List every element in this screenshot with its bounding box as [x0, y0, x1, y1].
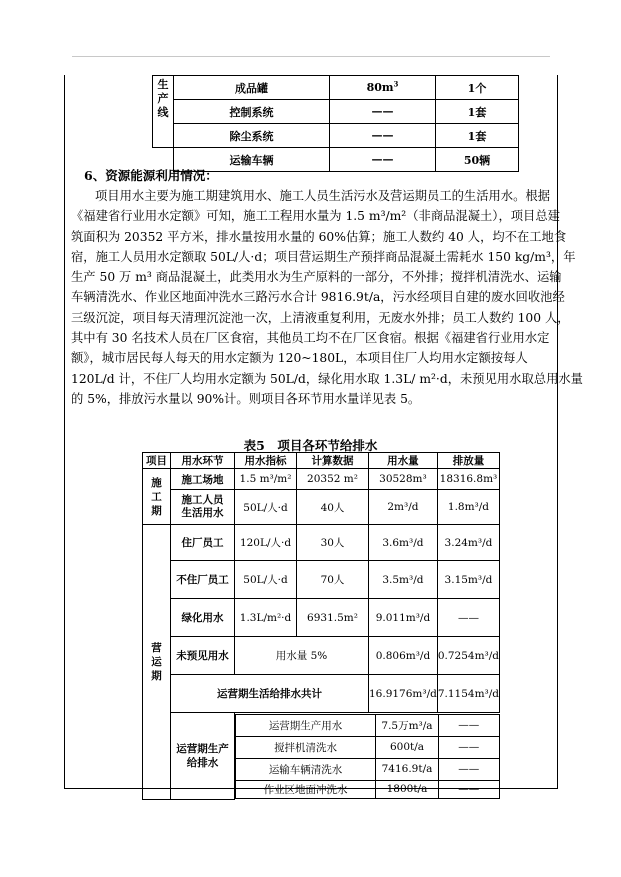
paragraph-line: 筑面积为 20352 平方米，排水量按用水量的 60%估算；施工人数约 40 人，均不在工地食: [71, 229, 567, 244]
paragraph-line: 宿，施工人员用水定额取 50L/人·d；项目营运期生产预拌商品混凝土需耗水 150 kg/m³，年: [71, 249, 576, 264]
discharge-cell: ——: [438, 736, 499, 758]
table-row: [153, 100, 519, 124]
paragraph-line: 的 5%，排放污水量以 90%计。则项目各环节用水量详见表 5。: [71, 391, 421, 406]
page-header-rule: [72, 56, 550, 57]
table-row: [143, 713, 500, 800]
equipment-spec: $80m^3$: [330, 76, 436, 100]
column-header: 用水量: [369, 453, 438, 469]
column-header: 用水环节: [171, 453, 235, 469]
paragraph-line: 其中有 30 名技术人员在厂区食宿，其他员工均不在厂区食宿。根据《福建省行业用水定: [71, 331, 550, 346]
discharge-cell: 0.7254m³/d: [437, 637, 499, 675]
table-row: [153, 76, 519, 100]
use-cell: 1800t/a: [376, 780, 439, 798]
section-label-text: 生产线: [157, 78, 169, 119]
equipment-spec: ——: [330, 124, 436, 148]
stage-cell: 未预见用水: [171, 637, 235, 675]
discharge-cell: 1.8m³/d: [437, 490, 499, 525]
table-row: [143, 637, 500, 675]
stage-cell: 不住厂员工: [171, 561, 235, 599]
use-cell: 7.5万m³/a: [376, 714, 439, 736]
column-header: 用水指标: [235, 453, 297, 469]
stage-cell: 施工人员生活用水: [171, 490, 235, 525]
index-cell: 120L/人·d: [235, 525, 297, 561]
use-cell: 600t/a: [376, 736, 439, 758]
stage-cell: 施工场地: [171, 469, 235, 490]
index-cell: 1.5 m³/m²: [235, 469, 297, 490]
production-subtable-wrap: [235, 713, 500, 800]
paragraph-line: 三级沉淀，项目每天清理沉淀池一次，上清液重复利用，无废水外排；员工人数约 100 人，: [71, 310, 570, 325]
use-cell: 2m³/d: [369, 490, 438, 525]
table-row: [236, 714, 500, 736]
paragraph-line: 项目用水主要为施工期建筑用水、施工人员生活污水及营运期员工的生活用水。根据: [95, 189, 550, 203]
calc-cell: 70人: [297, 561, 369, 599]
period-label: 营运期: [143, 525, 171, 800]
stage-cell: 绿化用水: [171, 599, 235, 637]
paragraph-line: 生产 50 万 m³ 商品混凝土，此类用水为生产原料的一部分，不外排；搅拌机清洗水、运输: [71, 270, 562, 285]
discharge-cell: ——: [438, 780, 499, 798]
use-cell: 16.9176m³/d: [369, 675, 438, 713]
water-table: [142, 452, 500, 800]
discharge-cell: ——: [437, 599, 499, 637]
table-row: [143, 675, 500, 713]
production-subtable: [235, 714, 500, 799]
table-row: [236, 780, 500, 798]
period-label: 施工期: [143, 469, 171, 525]
section-label: [153, 76, 174, 148]
item-cell: 搅拌机清洗水: [236, 736, 376, 758]
index-cell: 50L/人·d: [235, 561, 297, 599]
column-header: 项目: [143, 453, 171, 469]
equipment-spec: ——: [330, 148, 436, 172]
equipment-name: 除尘系统: [174, 124, 330, 148]
equipment-spec: ——: [330, 100, 436, 124]
equipment-name: 控制系统: [174, 100, 330, 124]
index-cell: 1.3L/m²·d: [235, 599, 297, 637]
body-paragraph: [71, 186, 583, 409]
table-row: [236, 758, 500, 780]
table-row: [153, 124, 519, 148]
discharge-cell: ——: [438, 714, 499, 736]
equipment-qty: 1套: [436, 100, 519, 124]
table-row: [143, 490, 500, 525]
use-cell: 30528m³: [369, 469, 438, 490]
paragraph-line: 车辆清洗水、作业区地面冲洗水三路污水合计 9816.9t/a，污水经项目自建的废水回收池经: [71, 290, 565, 305]
discharge-cell: 3.24m³/d: [437, 525, 499, 561]
table-caption: 表5 项目各环节给排水: [243, 438, 378, 453]
table-row: [143, 599, 500, 637]
paragraph-line: 《福建省行业用水定额》可知，施工工程用水量为 1.5 m³/m²（非商品混凝土），项目总建: [71, 209, 560, 224]
use-cell: 9.011m³/d: [369, 599, 438, 637]
column-header: 排放量: [437, 453, 499, 469]
equipment-name: 成品罐: [174, 76, 330, 100]
item-cell: 运营期生产用水: [236, 714, 376, 736]
calc-cell: 40人: [297, 490, 369, 525]
equipment-qty: 1套: [436, 124, 519, 148]
table-row: [143, 525, 500, 561]
use-cell: 7416.9t/a: [376, 758, 439, 780]
equipment-table: [152, 75, 519, 172]
discharge-cell: ——: [438, 758, 499, 780]
use-cell: 0.806m³/d: [369, 637, 438, 675]
table-row: [236, 736, 500, 758]
paragraph-line: 额》，城市居民每人每天的用水定额为 120~180L，本项目住厂人均用水定额按每人: [71, 351, 528, 366]
equipment-name: 运输车辆: [174, 148, 330, 172]
calc-cell: 6931.5m²: [297, 599, 369, 637]
column-header: 计算数据: [297, 453, 369, 469]
table-row: [143, 469, 500, 490]
calc-cell: 20352 m²: [297, 469, 369, 490]
section-heading: 6、资源能源利用情况：: [84, 168, 218, 183]
stage-cell: 住厂员工: [171, 525, 235, 561]
discharge-cell: 18316.8m³: [437, 469, 499, 490]
item-cell: 作业区地面冲洗水: [236, 780, 376, 798]
equipment-qty: 50辆: [436, 148, 519, 172]
table-header-row: [143, 453, 500, 469]
item-cell: 运输车辆清洗水: [236, 758, 376, 780]
discharge-cell: 7.1154m³/d: [437, 675, 499, 713]
use-cell: 3.6m³/d: [369, 525, 438, 561]
merged-index-cell: 用水量 5%: [235, 637, 369, 675]
discharge-cell: 3.15m³/d: [437, 561, 499, 599]
production-label: 运营期生产给排水: [171, 713, 235, 800]
paragraph-line: 120L/d 计，不住厂人均用水定额为 50L/d，绿化用水取 1.3L/ m²·d，未预见用水取总用水量: [71, 371, 583, 386]
index-cell: 50L/人·d: [235, 490, 297, 525]
calc-cell: 30人: [297, 525, 369, 561]
use-cell: 3.5m³/d: [369, 561, 438, 599]
table-row: [143, 561, 500, 599]
equipment-qty: 1个: [436, 76, 519, 100]
total-label: 运营期生活给排水共计: [171, 675, 369, 713]
